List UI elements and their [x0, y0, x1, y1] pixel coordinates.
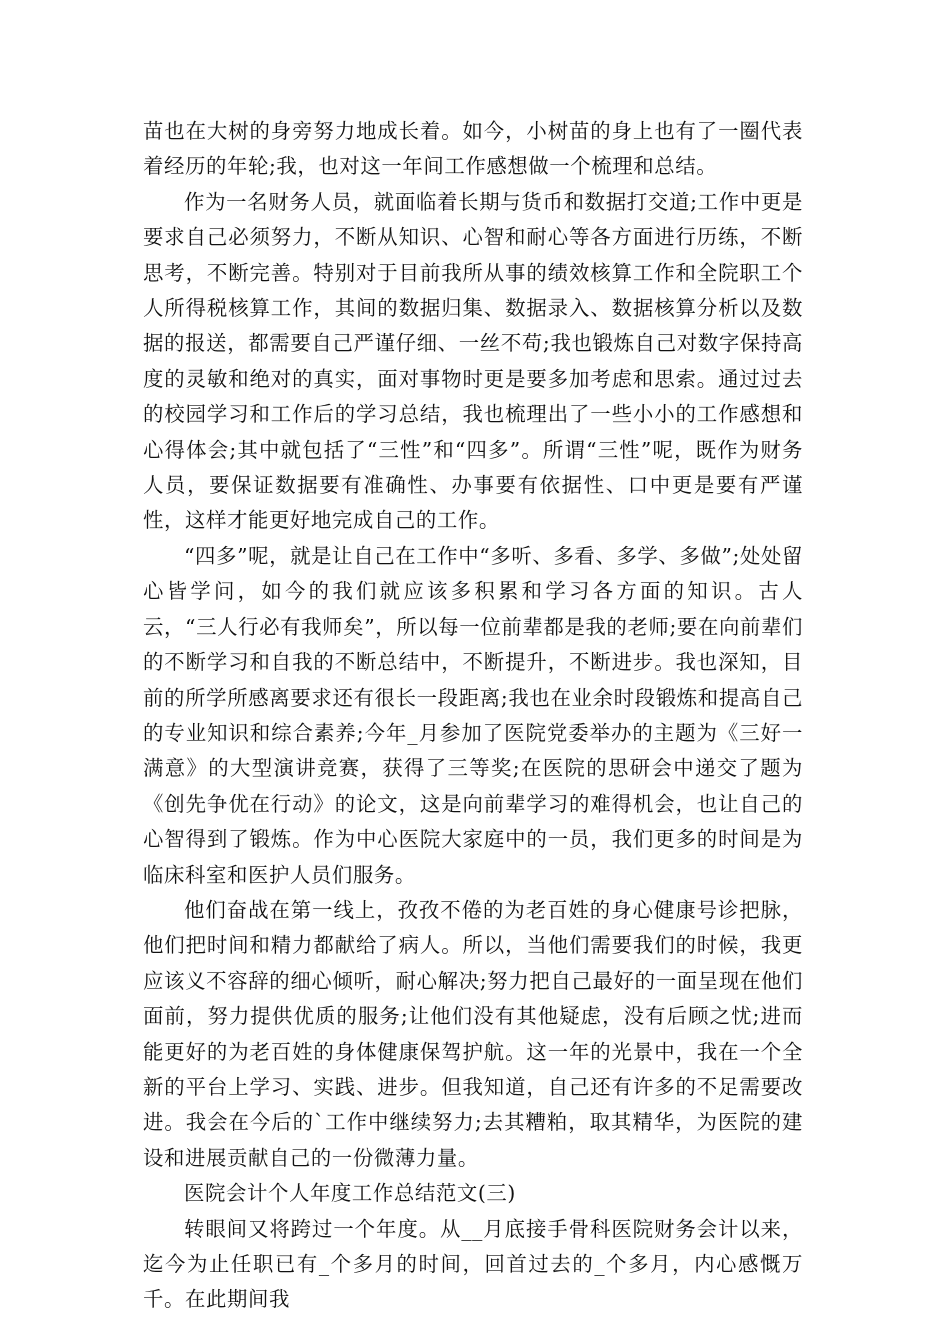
- paragraph-finance-work: 作为一名财务人员，就面临着长期与货币和数据打交道;工作中更是要求自己必须努力，不断从知识、心智和耐心等各方面进行历练，不断思考，不断完善。特别对于目前我所从事的绩效核算工作和全院职工个人所得税核算工作，其间的数据归集、数据录入、数据核算分析以及数据的报送，都需要自己严谨仔细、一丝不苟;我也锻炼自己对数字保持高度的灵敏和绝对的真实，面对事物时更是要多加考虑和思索。通过过去的校园学习和工作后的学习总结，我也梳理出了一些小小的工作感想和心得体会;其中就包括了“三性”和“四多”。所谓“三性”呢，既作为财务人员，要保证数据要有准确性、办事要有依据性、口中更是要有严谨性，这样才能更好地完成自己的工作。: [143, 189, 803, 533]
- paragraph-frontline: 他们奋战在第一线上，孜孜不倦的为老百姓的身心健康号诊把脉，他们把时间和精力都献给了病人。所以，当他们需要我们的时候，我更应该义不容辞的细心倾听，耐心解决;努力把自己最好的一面呈现在他们面前，努力提供优质的服务;让他们没有其他疑虑，没有后顾之忧;进而能更好的为老百姓的身体健康保驾护航。这一年的光景中，我在一个全新的平台上学习、实践、进步。但我知道，自己还有许多的不足需要改进。我会在今后的`工作中继续努力;去其糟粕，取其精华，为医院的建设和进展贡献自己的一份微薄力量。: [143, 897, 803, 1170]
- document-page: [143, 114, 803, 1318]
- paragraph-four-more: “四多”呢，就是让自己在工作中“多听、多看、多学、多做”;处处留心皆学问，如今的我们就应该多积累和学习各方面的知识。古人云，“三人行必有我师矣”，所以每一位前辈都是我的老师;要在向前辈们的不断学习和自我的不断总结中，不断提升，不断进步。我也深知，目前的所学所感离要求还有很长一段距离;我也在业余时段锻炼和提高自己的专业知识和综合素养;今年_月参加了医院党委举办的主题为《三好一满意》的大型演讲竞赛，获得了三等奖;在医院的思研会中递交了题为《创先争优在行动》的论文，这是向前辈学习的难得机会，也让自己的心智得到了锻炼。作为中心医院大家庭中的一员，我们更多的时间是为临床科室和医护人员们服务。: [143, 543, 803, 887]
- paragraph-continuation: 苗也在大树的身旁努力地成长着。如今，小树苗的身上也有了一圈代表着经历的年轮;我，也对这一年间工作感想做一个梳理和总结。: [143, 119, 803, 179]
- section-heading: 医院会计个人年度工作总结范文(三): [184, 1181, 516, 1206]
- paragraph-closing: 转眼间又将跨过一个年度。从__月底接手骨科医院财务会计以来，迄今为止任职已有_个多月的时间，回首过去的_个多月，内心感慨万千。在此期间我: [143, 1216, 803, 1312]
